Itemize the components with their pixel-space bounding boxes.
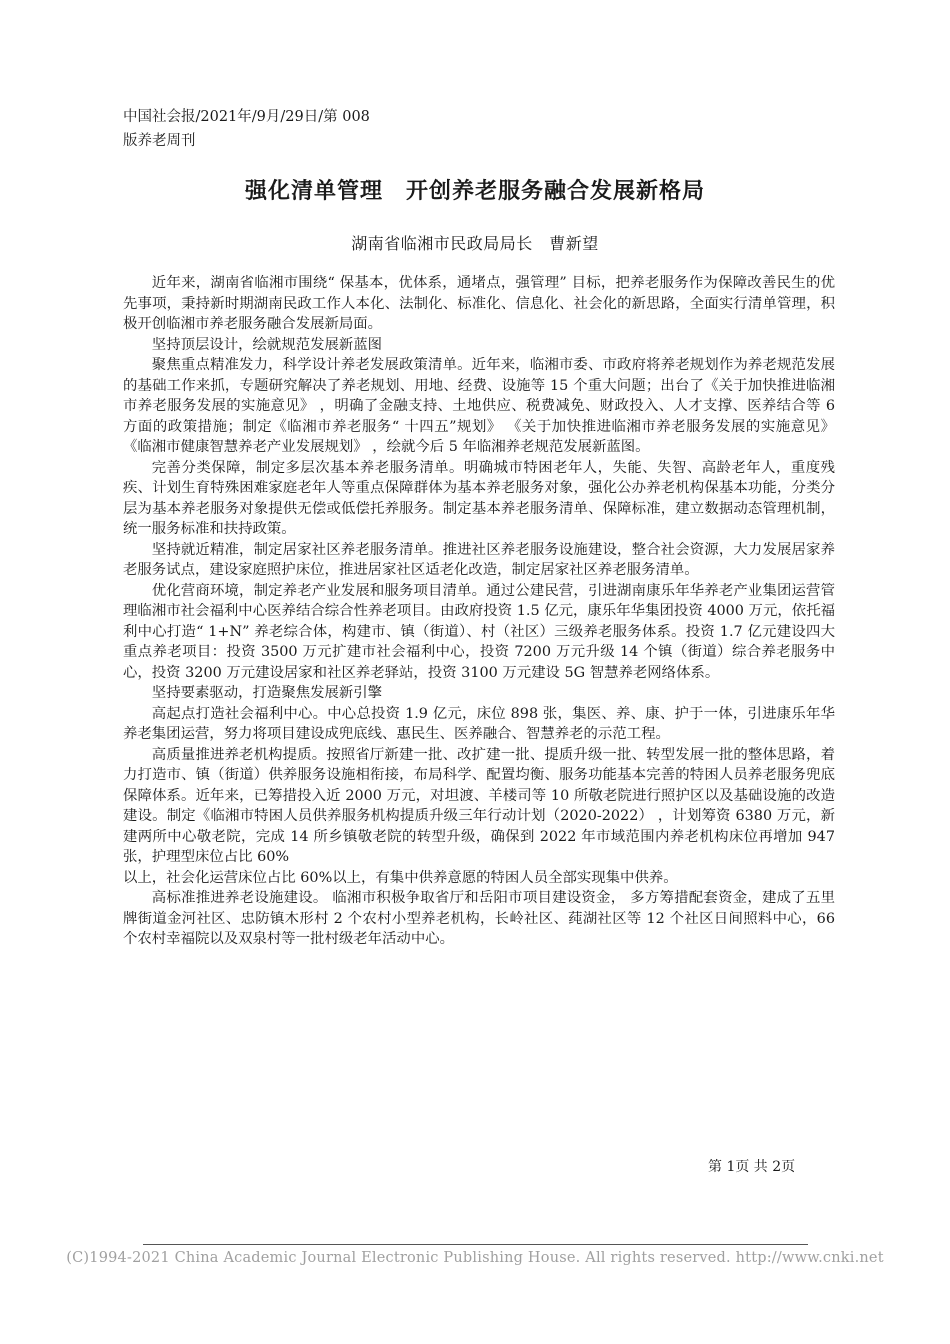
- paragraph: 完善分类保障，制定多层次基本养老服务清单。明确城市特困老年人，失能、失智、高龄老年人，重度残疾、计划生育特殊困难家庭老年人等重点保障群体为基本养老服务对象，强化公办养老机构保基本功能，分类分层为基本养老服务对象提供无偿或低偿托养服务。制定基本养老服务清单、保障标准，建立数据动态管理机制，统一服务标准和扶持政策。: [123, 459, 835, 537]
- section-heading: 坚持要素驱动，打造聚焦发展新引擎: [151, 685, 383, 701]
- article-title: 强化清单管理 开创养老服务融合发展新格局: [244, 179, 705, 204]
- paragraph: 坚持就近精准，制定居家社区养老服务清单。推进社区养老服务设施建设，整合社会资源，大力发展居家养老服务试点，建设家庭照护床位，推进居家社区适老化改造，制定居家社区养老服务清单。: [123, 541, 835, 578]
- paragraph: 高起点打造社会福利中心。中心总投资 1.9 亿元，床位 898 张，集医、养、康、护于一体，引进康乐年华养老集团运营，努力将项目建设成兜底线、惠民生、医养融合、智慧养老的示范工程。: [123, 705, 835, 742]
- paragraph: 近年来，湖南省临湘市围绕“ 保基本，优体系，通堵点，强管理” 目标，把养老服务作为保障改善民生的优先事项，秉持新时期湖南民政工作人本化、法制化、标准化、信息化、社会化的新思路，全面实行清单管理，积极开创临湘市养老服务融合发展新局面。: [123, 275, 835, 332]
- article-body: [123, 273, 835, 950]
- paragraph: 高质量推进养老机构提质。按照省厅新建一批、改扩建一批、提质升级一批、转型发展一批的整体思路，着力打造市、镇（街道）供养服务设施相衔接，布局科学、配置均衡、服务功能基本完善的特困人员养老服务兜底保障体系。近年来，已筹措投入近 2000 万元，对坦渡、羊楼司等 10 所敬老院进行照护区以及基础设施的改造建设。制定《临湘市特困人员供养服务机构提质升级三年行动计划（2020-2022） ，计划筹资 6380 万元，新建两所中心敬老院，完成 14 所乡镇敬老院的转型升级，确保到 2022 年市域范围内养老机构床位再增加 947 张，护理型床位占比 60%: [123, 746, 835, 865]
- paragraph: 优化营商环境，制定养老产业发展和服务项目清单。通过公建民营，引进湖南康乐年华养老产业集团运营管理临湘市社会福利中心医养结合综合性养老项目。由政府投资 1.5 亿元，康乐年华集团投资 4000 万元，依托福利中心打造“ 1+N” 养老综合体，构建市、镇（街道）、村（社区）三级养老服务体系。投资 1.7 亿元建设四大重点养老项目：投资 3500 万元扩建市社会福利中心，投资 7200 万元升级 14 个镇（街道）综合养老服务中心，投资 3200 万元建设居家和社区养老驿站，投资 3100 万元建设 5G 智慧养老网络体系。: [123, 582, 835, 681]
- copyright-notice: (C)1994-2021 China Academic Journal Electronic Publishing House. All rights reserved. http://www.cnki.net: [66, 1250, 884, 1266]
- source-citation: [123, 105, 370, 153]
- source-line-2: 版养老周刊: [123, 133, 196, 149]
- section-heading: 坚持顶层设计，绘就规范发展新蓝图: [151, 336, 383, 353]
- article-byline: 湖南省临湘市民政局局长 曹新望: [351, 234, 599, 253]
- source-line-1: 中国社会报/2021年/9月/29日/第 008: [123, 109, 370, 125]
- paragraph-continuation: 以上，社会化运营床位占比 60%以上，有集中供养意愿的特困人员全部实现集中供养。: [123, 869, 678, 886]
- paragraph: 聚焦重点精准发力，科学设计养老发展政策清单。近年来，临湘市委、市政府将养老规划作为养老规范发展的基础工作来抓，专题研究解决了养老规划、用地、经费、设施等 15 个重大问题；出台了《关于加快推进临湘市养老服务发展的实施意见》 ，明确了金融支持、土地供应、税费减免、财政投入、人才支撑、医养结合等 6 方面的政策措施；制定《临湘市养老服务“ 十四五”规划》 《关于加快推进临湘市养老服务发展的实施意见》 《临湘市健康智慧养老产业发展规划》 ，绘就今后 5 年临湘养老规范发展新蓝图。: [123, 357, 835, 455]
- paragraph: 高标准推进养老设施建设。 临湘市积极争取省厅和岳阳市项目建设资金， 多方筹措配套资金，建成了五里牌街道金河社区、忠防镇木形村 2 个农村小型养老机构，长岭社区、莼湖社区等 12 个社区日间照料中心，66 个农村幸福院以及双泉村等一批村级老年活动中心。: [123, 890, 835, 947]
- footer-divider: [143, 1244, 808, 1245]
- page-indicator: 第 1页 共 2页: [708, 1159, 796, 1175]
